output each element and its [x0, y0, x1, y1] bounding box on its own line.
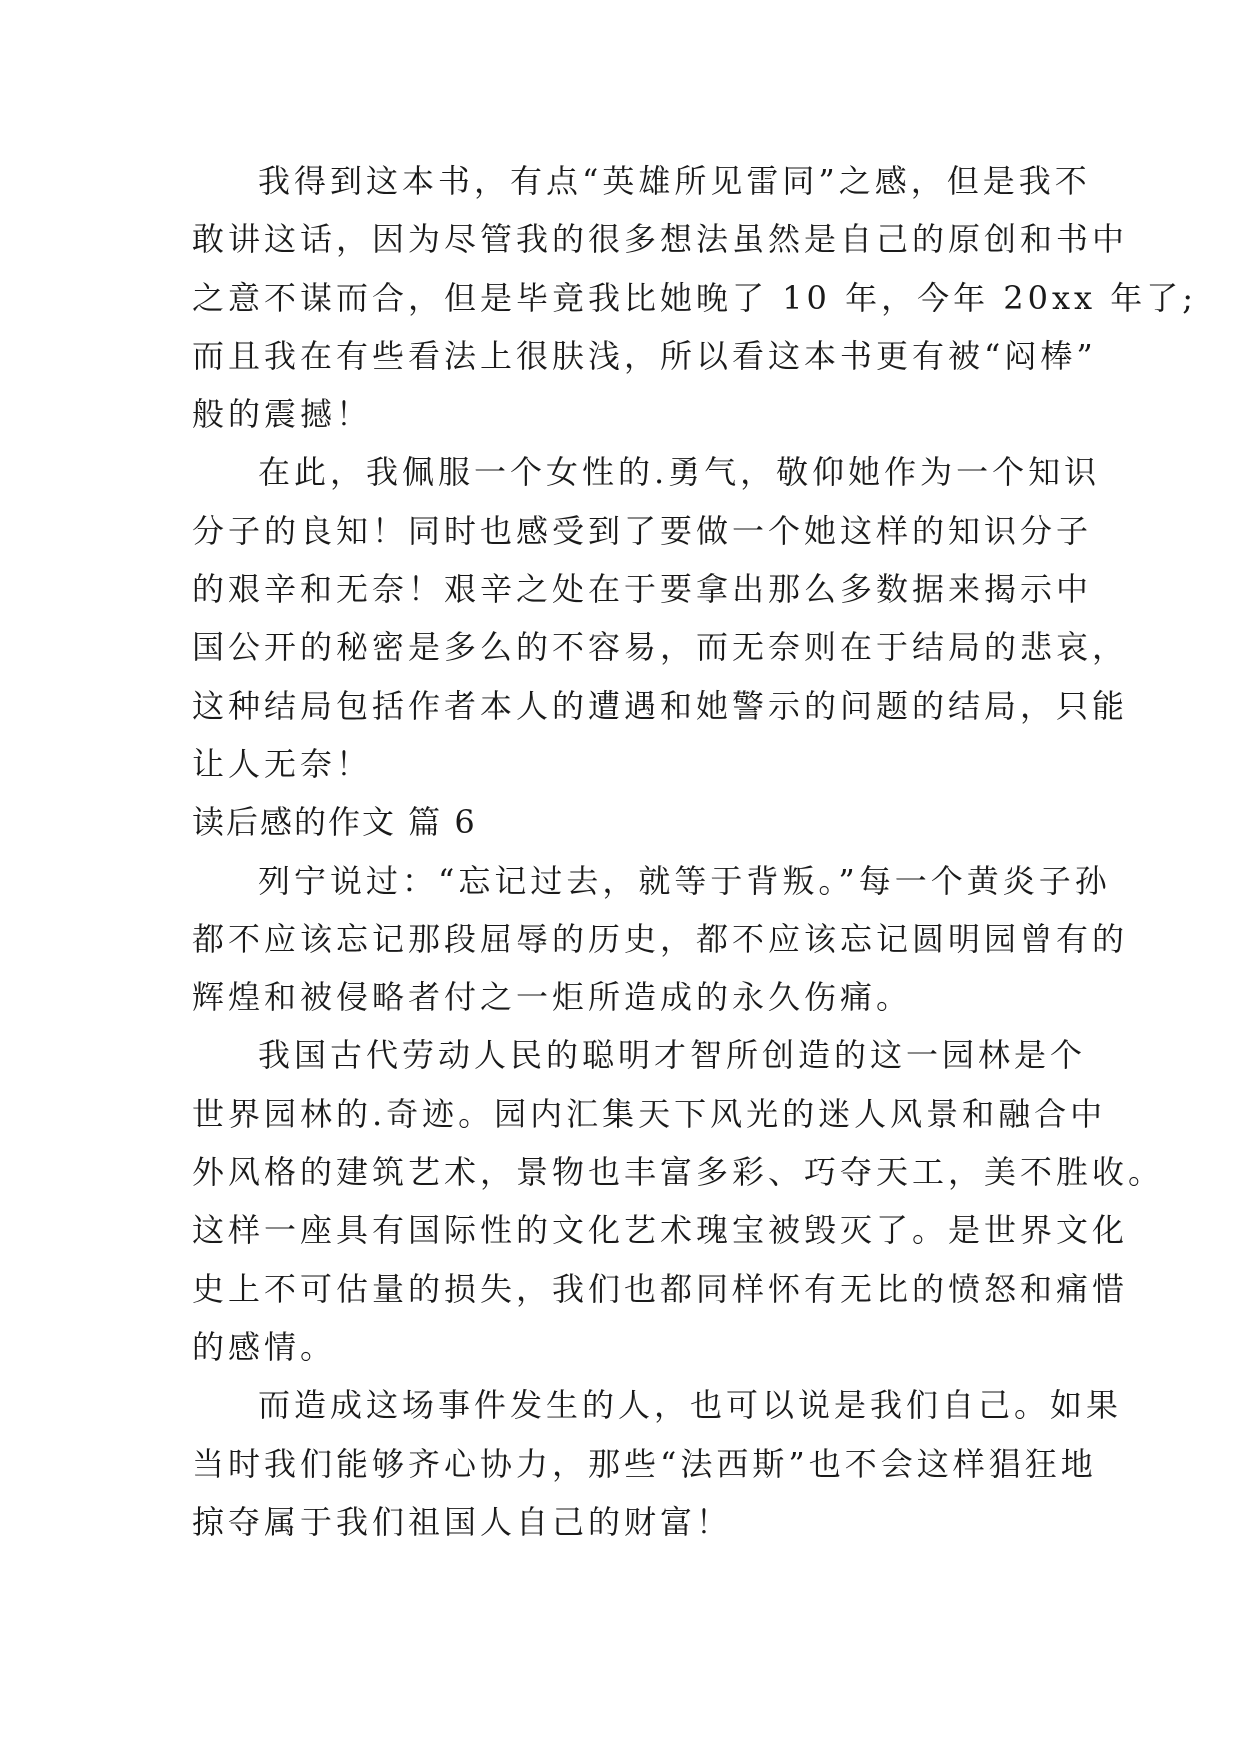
paragraph-5 [192, 1376, 1123, 1551]
paragraph-line: 这种结局包括作者本人的遭遇和她警示的问题的结局，只能 [192, 686, 1129, 725]
paragraph-line: 辉煌和被侵略者付之一炬所造成的永久伤痛。 [192, 978, 913, 1017]
paragraph-line: 的艰辛和无奈！艰辛之处在于要拿出那么多数据来揭示中 [192, 570, 1093, 609]
paragraph-line: 国公开的秘密是多么的不容易，而无奈则在于结局的悲哀， [192, 628, 1129, 667]
paragraph-line: 分子的良知！同时也感受到了要做一个她这样的知识分子 [192, 511, 1093, 550]
paragraph-line: 世界园林的.奇迹。园内汇集天下风光的迷人风景和融合中 [192, 1094, 1107, 1133]
paragraph-line: 列宁说过：“忘记过去，就等于背叛。”每一个黄炎子孙 [258, 861, 1111, 900]
paragraph-1 [192, 152, 1198, 443]
paragraph-line: 当时我们能够齐心协力，那些“法西斯”也不会这样猖狂地 [192, 1444, 1097, 1483]
document-page [192, 152, 1198, 1551]
paragraph-line: 史上不可估量的损失，我们也都同样怀有无比的愤怒和痛惜 [192, 1269, 1129, 1308]
paragraph-line: 让人无奈！ [192, 744, 373, 783]
paragraph-line: 之意不谋而合，但是毕竟我比她晚了 10 年，今年 20xx 年了; [192, 278, 1198, 317]
paragraph-line: 而造成这场事件发生的人，也可以说是我们自己。如果 [258, 1386, 1123, 1425]
paragraph-line: 我国古代劳动人民的聪明才智所创造的这一园林是个 [258, 1036, 1087, 1075]
paragraph-line: 我得到这本书，有点“英雄所见雷同”之感，但是我不 [258, 162, 1091, 200]
paragraph-4 [192, 1026, 1165, 1376]
section-title: 读后感的作文 篇 6 [192, 803, 477, 842]
paragraph-3 [192, 852, 1129, 1027]
paragraph-line: 在此，我佩服一个女性的.勇气，敬仰她作为一个知识 [258, 453, 1101, 492]
paragraph-line: 的感情。 [192, 1327, 337, 1366]
paragraph-2 [192, 443, 1129, 793]
paragraph-line: 都不应该忘记那段屈辱的历史，都不应该忘记圆明园曾有的 [192, 919, 1129, 958]
paragraph-line: 敢讲这话，因为尽管我的很多想法虽然是自己的原创和书中 [192, 220, 1129, 259]
paragraph-line: 般的震撼！ [192, 395, 373, 434]
paragraph-line: 掠夺属于我们祖国人自己的财富！ [192, 1502, 733, 1541]
paragraph-line: 而且我在有些看法上很肤浅，所以看这本书更有被“闷棒” [192, 336, 1097, 375]
paragraph-line: 外风格的建筑艺术，景物也丰富多彩、巧夺天工，美不胜收。 [192, 1153, 1165, 1192]
paragraph-line: 这样一座具有国际性的文化艺术瑰宝被毁灭了。是世界文化 [192, 1211, 1129, 1250]
